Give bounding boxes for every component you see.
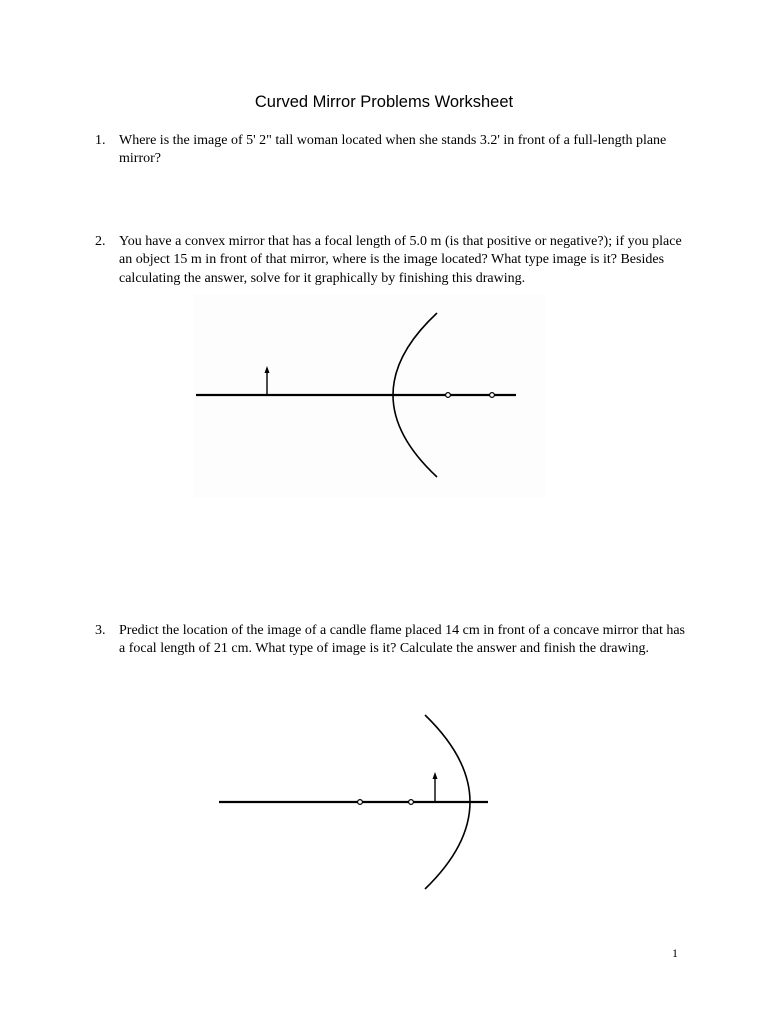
focal-point bbox=[409, 800, 414, 805]
convex-mirror-diagram bbox=[194, 294, 546, 498]
question-number: 3. bbox=[95, 623, 106, 638]
concave-mirror-diagram bbox=[215, 708, 495, 894]
object-arrow bbox=[433, 772, 438, 802]
question-text: You have a convex mirror that has a focal length of 5.0 m (is that positive or negative?); if you place an object 15 m in front of that mirror, where is the image located? What type image is it? Besides calculating the answer, solve for it graphically by finishing this drawing. bbox=[119, 234, 682, 286]
question-number: 2. bbox=[95, 234, 106, 249]
page-title: Curved Mirror Problems Worksheet bbox=[254, 93, 514, 111]
page-number: 1 bbox=[672, 946, 678, 960]
question-3 bbox=[95, 622, 690, 659]
center-of-curvature bbox=[358, 800, 363, 805]
focal-point bbox=[446, 393, 451, 398]
question-1 bbox=[95, 132, 690, 169]
question-text: Predict the location of the image of a candle flame placed 14 cm in front of a concave mirror that has a focal length of 21 cm. What type of image is it? Calculate the answer and finish the drawing. bbox=[119, 623, 685, 657]
question-2 bbox=[95, 233, 690, 288]
question-text: Where is the image of 5' 2" tall woman located when she stands 3.2' in front of a full-length plane mirror? bbox=[119, 133, 667, 167]
question-number: 1. bbox=[95, 133, 106, 148]
center-of-curvature bbox=[490, 393, 495, 398]
